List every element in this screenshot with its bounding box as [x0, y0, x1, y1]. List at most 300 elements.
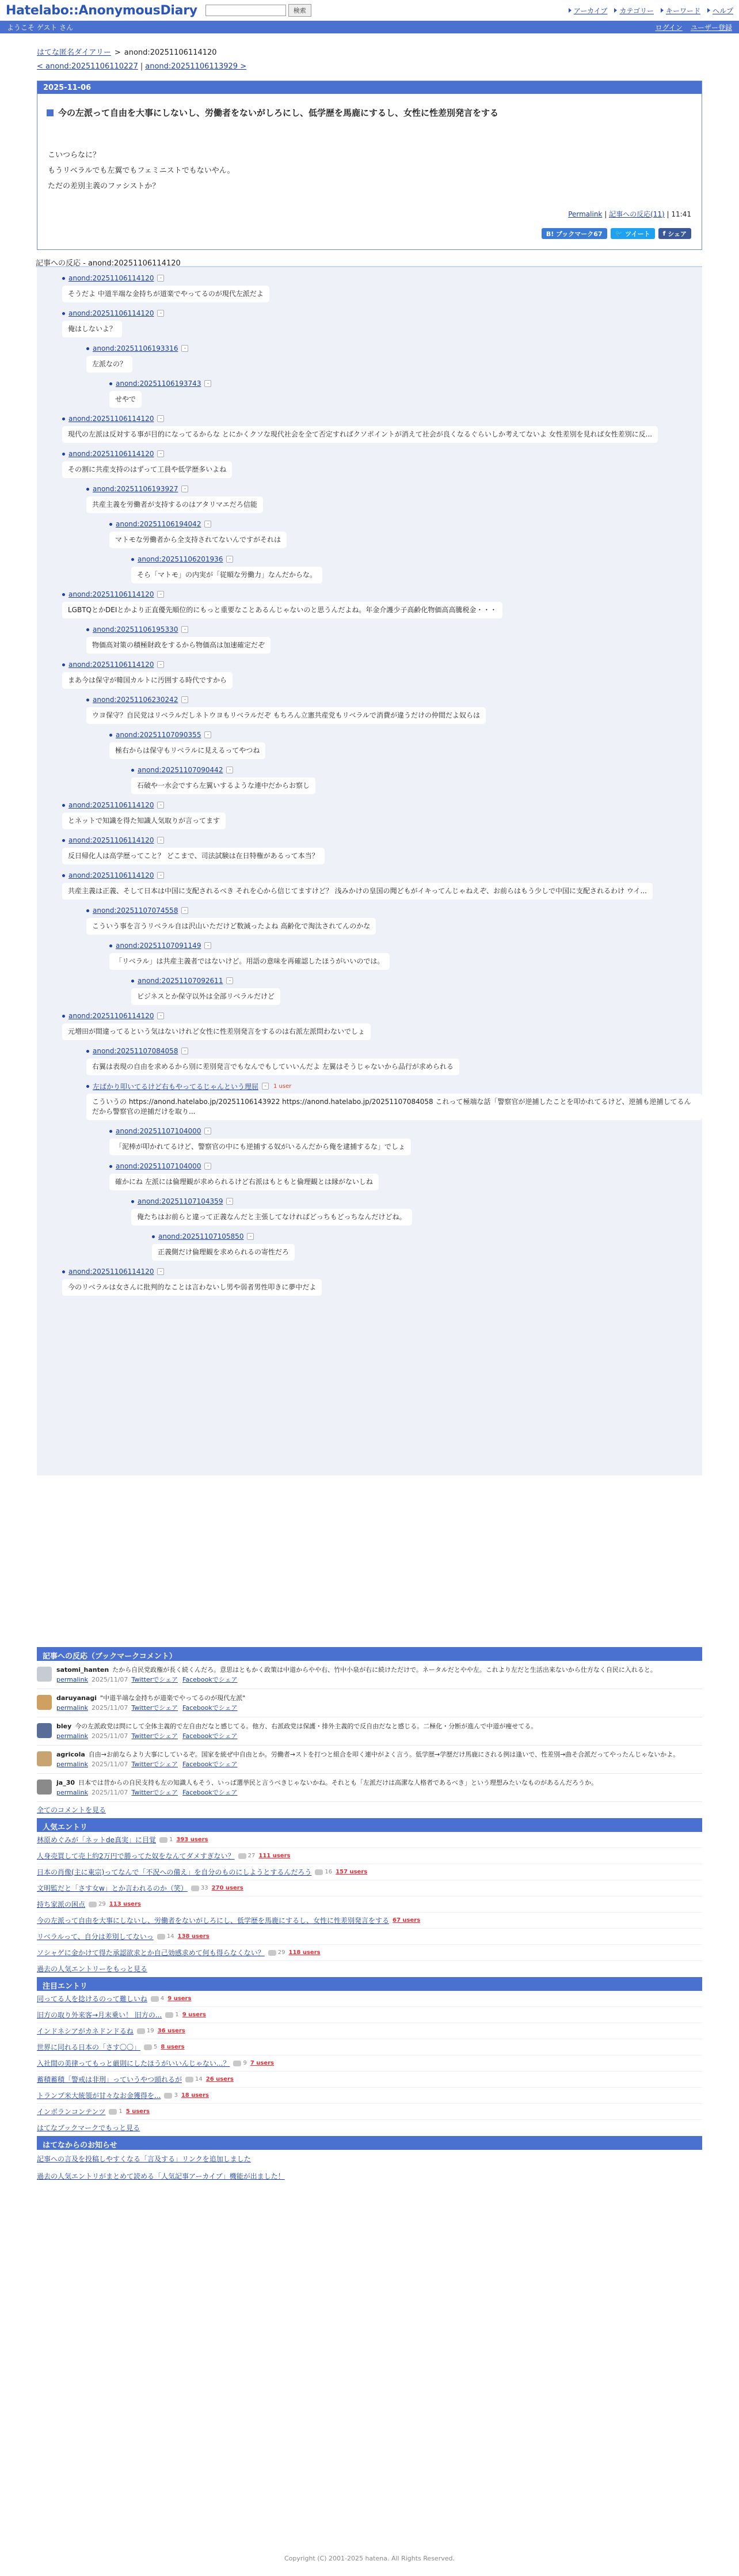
user-bar: [0, 21, 739, 33]
toggle-icon[interactable]: -: [226, 767, 233, 773]
avatar[interactable]: [37, 1780, 52, 1795]
reaction-tree-header: 記事への反応 - anond:20251106114120: [36, 250, 702, 267]
reaction-node: [131, 1195, 702, 1230]
toggle-icon[interactable]: -: [181, 345, 188, 352]
entry-row: [37, 2055, 702, 2072]
bookmark-permalink[interactable]: permalink: [56, 1704, 88, 1712]
comment-bubble-icon: [233, 2061, 241, 2066]
entry-title-link[interactable]: ソシャゲに金かけて得た承認欲求とか自己効感求めて何も得らなくない？: [37, 1949, 265, 1957]
reaction-text: せやで: [109, 391, 142, 408]
reaction-node: [109, 729, 702, 764]
bookmark-meta: [56, 1788, 597, 1797]
entry-title-link[interactable]: 人身売買して売上約2万円で勝ってた奴をなんてダメすぎない？: [37, 1852, 235, 1860]
entry-row: [37, 1913, 702, 1929]
next-entry-link[interactable]: anond:20251106113929 >: [145, 62, 247, 71]
toggle-icon[interactable]: -: [262, 1083, 269, 1090]
toggle-icon[interactable]: -: [157, 310, 164, 317]
twitter-share-link[interactable]: Twitterでシェア: [131, 1676, 178, 1683]
reaction-node-head: [109, 729, 702, 741]
toggle-icon[interactable]: -: [204, 380, 211, 387]
trending-entries-list: [37, 1991, 702, 2120]
reaction-node: [62, 834, 702, 869]
comment-bubble-icon: [164, 2093, 172, 2099]
entry-row: [37, 1880, 702, 1896]
reaction-node: [62, 272, 702, 307]
bookmark-comments-header: 記事への反応（ブックマークコメント）: [37, 1647, 702, 1661]
toggle-icon[interactable]: -: [157, 802, 164, 809]
entry-row: [37, 2023, 702, 2039]
reaction-id-link[interactable]: anond:20251106230242: [93, 696, 178, 704]
notice-item: 記事への言及を投稿しやすくなる「言及する」リンクを追加しました: [37, 2154, 251, 2163]
reaction-node-head: [62, 799, 702, 811]
toggle-icon[interactable]: -: [157, 837, 164, 844]
reaction-text: マトモな労働者から全支持されてないんですがそれは: [109, 532, 287, 548]
reaction-text: 右翼は表現の自由を求めるから別に差別発言でもなんでもしていいんだよ 左翼はそうじゃないから品行が求められる: [86, 1059, 459, 1075]
comment-bubble-icon: [144, 2044, 152, 2050]
reaction-text: 俺たちはお前らと違って正義なんだと主張してなければどっちもどっちなんだけどね。: [131, 1209, 412, 1226]
comment-count: [191, 1885, 208, 1891]
bookmark-comment: [37, 1746, 702, 1774]
bookmark-users-count[interactable]: 26 users: [205, 2076, 234, 2082]
reaction-id-link[interactable]: anond:20251107074558: [93, 906, 178, 915]
welcome-text: ようこそ ゲスト さん: [7, 23, 74, 32]
facebook-share-link[interactable]: Facebookでシェア: [182, 1732, 238, 1740]
comment-count: [137, 2028, 154, 2034]
reaction-id-link[interactable]: anond:20251106114120: [68, 1268, 154, 1276]
reaction-node-head: [131, 1195, 702, 1208]
bullet-icon: [62, 453, 65, 456]
reaction-node-head: [62, 447, 702, 460]
bookmark-user[interactable]: bley: [56, 1723, 72, 1730]
avatar[interactable]: [37, 1723, 52, 1738]
bookmark-comment-text: 日本では昔からの自民支持も左の知識人もそう、いっぱ選挙民と言うべきじゃないかね。それとも「左派だけは高潔な人格者であるべき」という理想みたいなものがあるんだろうか。: [78, 1779, 598, 1786]
bookmark-users-count[interactable]: 393 users: [176, 1837, 208, 1843]
entry-row: [37, 2007, 702, 2023]
toggle-icon[interactable]: -: [181, 907, 188, 914]
comment-count: [238, 1853, 256, 1859]
reaction-node: [109, 1125, 702, 1160]
reaction-node: [86, 342, 702, 377]
toggle-icon[interactable]: -: [157, 275, 164, 282]
entry-title-link[interactable]: リベラルって、自分は差別してないっ: [37, 1933, 154, 1941]
reaction-id-link[interactable]: 左ばかり叩いてるけど右もやってるじゃんという理屈: [93, 1082, 259, 1091]
reaction-text: 極右からは保守もリベラルに見えるってやつね: [109, 742, 265, 759]
bullet-icon: [109, 1165, 112, 1168]
bullet-icon: [86, 1050, 89, 1053]
bookmark-users-count[interactable]: 9 users: [167, 1995, 192, 2002]
facebook-share-link[interactable]: Facebookでシェア: [182, 1676, 238, 1683]
reaction-text: 反日帰化人は高学歴ってこと？ どこまで、司法試験は在日特権があるって本当？: [62, 848, 325, 864]
facebook-icon: f: [662, 230, 668, 237]
bullet-icon: [62, 418, 65, 420]
comment-count-value: 1: [119, 2108, 123, 2115]
reaction-node-head: [62, 1265, 702, 1278]
facebook-share-link[interactable]: Facebookでシェア: [182, 1704, 238, 1712]
avatar[interactable]: [37, 1695, 52, 1710]
toggle-icon[interactable]: -: [247, 1233, 254, 1240]
reaction-node-head: [86, 1080, 702, 1092]
reaction-node-head: [86, 623, 702, 636]
notice-header: はてなからのお知らせ: [37, 2136, 702, 2150]
bullet-icon: [62, 1270, 65, 1273]
nav-archive[interactable]: アーカイブ: [569, 6, 608, 16]
reaction-node: [131, 764, 702, 799]
reaction-id-link[interactable]: anond:20251106114120: [68, 836, 154, 844]
bookmark-users-count[interactable]: 9 users: [182, 2012, 206, 2018]
bookmark-comment-content: [56, 1778, 597, 1797]
reaction-id-link[interactable]: anond:20251106193743: [116, 380, 201, 388]
reaction-id-link[interactable]: anond:20251107091149: [116, 942, 201, 950]
comment-bubble-icon: [109, 2109, 117, 2115]
reaction-id-link[interactable]: anond:20251107105850: [158, 1232, 244, 1240]
reaction-node: [109, 939, 702, 974]
comment-count: [109, 2108, 122, 2115]
toggle-icon[interactable]: -: [204, 731, 211, 738]
toggle-icon[interactable]: -: [157, 872, 164, 879]
reaction-text: 共産主義は正義、そして日本は中国に支配されるべき それを心から信じてますけど？ 浅みかけの皇国の聞どもがイキってんじゃねえぞ、お前らはもう少しで中国に支配されるわけ ウイ...: [62, 883, 653, 900]
reaction-id-link[interactable]: anond:20251106201936: [138, 555, 223, 563]
avatar[interactable]: [37, 1751, 52, 1766]
reaction-id-link[interactable]: anond:20251107104000: [116, 1162, 201, 1170]
twitter-share-link[interactable]: Twitterでシェア: [131, 1704, 178, 1712]
bullet-icon: [86, 699, 89, 701]
bullet-icon: [86, 347, 89, 350]
bookmark-user[interactable]: daruyanagi: [56, 1694, 97, 1702]
nav-help[interactable]: ヘルプ: [707, 6, 733, 16]
entry-body: こいつらなに？ もうリベラルでも左翼でもフェミニストでもないやん。 ただの差別主義のファシストか？: [48, 151, 235, 191]
triangle-icon: [661, 8, 664, 13]
reaction-id-link[interactable]: anond:20251106114120: [68, 309, 154, 317]
breadcrumb-current: anond:20251106114120: [124, 48, 217, 57]
reaction-id-link[interactable]: anond:20251106114120: [68, 590, 154, 598]
entry-title-link[interactable]: 世界に同れる日本の「さす〇〇」: [37, 2043, 141, 2051]
entry-row: [37, 1896, 702, 1913]
bookmark-users-count[interactable]: 67 users: [393, 1917, 421, 1924]
reaction-node: [131, 974, 702, 1010]
toggle-icon[interactable]: -: [226, 556, 233, 563]
bookmark-users-count[interactable]: 111 users: [258, 1853, 291, 1859]
reaction-node: [109, 1160, 702, 1195]
bullet-icon: [86, 909, 89, 912]
reaction-node-head: [131, 553, 702, 566]
comment-count-value: 14: [166, 1933, 174, 1940]
bookmark-users-count[interactable]: 7 users: [250, 2060, 275, 2066]
entry-box: [37, 81, 702, 250]
toggle-icon[interactable]: -: [157, 1012, 164, 1019]
avatar[interactable]: [37, 1667, 52, 1682]
reaction-node: [86, 623, 702, 658]
breadcrumb: はてな匿名ダイアリー > anond:20251106114120: [37, 48, 217, 57]
comment-bubble-icon: [238, 1853, 246, 1859]
bookmark-users-count[interactable]: 118 users: [288, 1949, 321, 1956]
bookmark-permalink[interactable]: permalink: [56, 1732, 88, 1740]
reaction-text: ウヨ保守？自民党はリベラルだしネトウヨもリベラルだぞ もちろん立憲共産党もリベラルで消費が違うだけの仲間だよ奴らは: [86, 707, 486, 724]
bullet-icon: [62, 804, 65, 807]
bookmark-users-count[interactable]: 36 users: [157, 2028, 185, 2034]
reaction-id-link[interactable]: anond:20251106193927: [93, 485, 178, 493]
reaction-text: まあ今は保守が韓国カルトに汚囲する時代ですから: [62, 672, 233, 689]
toggle-icon[interactable]: -: [204, 521, 211, 528]
toggle-icon[interactable]: -: [157, 415, 164, 422]
toggle-icon[interactable]: -: [204, 1128, 211, 1135]
bullet-icon: [109, 734, 112, 737]
reaction-node-head: [86, 483, 702, 495]
notice-item: 過去の人気エントリがまとめて読める「人気記事アーカイブ」機能が出ました！: [37, 2172, 285, 2180]
entry-title-link[interactable]: 文明監だと「さす女w」とか言われるのか（笑）: [37, 1884, 188, 1892]
reaction-id-link[interactable]: anond:20251106114120: [68, 274, 154, 282]
reaction-id-link[interactable]: anond:20251106114120: [68, 1012, 154, 1020]
bullet-icon: [62, 874, 65, 877]
toggle-icon[interactable]: -: [181, 696, 188, 703]
reaction-text: そうだよ 中道半端な金持ちが道楽でやってるのが現代左派だよ: [62, 286, 269, 302]
reaction-text: 今のリベラルは女さんに批判的なことは言わないし男や弱者男性叩きに夢中だよ: [62, 1279, 322, 1296]
reaction-node-head: [62, 1010, 702, 1022]
entry-footer: Permalink | 記事への反応(11) | 11:41: [568, 210, 691, 218]
reaction-node-head: [86, 1045, 702, 1057]
search-button[interactable]: 検索: [288, 4, 311, 17]
triangle-icon: [707, 8, 710, 13]
entry-title-link[interactable]: トランプ米大統領が甘々なお金獲得を...: [37, 2092, 161, 2100]
bookmark-date: 2025/11/07: [92, 1676, 128, 1683]
comment-bubble-icon: [185, 2077, 193, 2082]
reaction-node-head: [86, 693, 702, 706]
comment-count-value: 3: [174, 2092, 178, 2099]
hatena-bookmark-button[interactable]: B! ブックマーク67: [542, 228, 607, 239]
entry-row: [37, 1864, 702, 1880]
reaction-text: 石破や一水会ですら左翼いするような連中だからお察し: [131, 777, 315, 794]
reaction-tree: [37, 267, 702, 1475]
reaction-id-link[interactable]: anond:20251107104000: [116, 1127, 201, 1135]
reaction-id-link[interactable]: anond:20251106114120: [68, 415, 154, 423]
reaction-text: LGBTQとかDEIとかより正直優先順位的にもっと重要なことあるんじゃないのと思うんだよね。年金介護少子高齢化物価高高騰税金・・・: [62, 602, 502, 619]
search-form: [205, 4, 311, 17]
reaction-node-head: [109, 1125, 702, 1137]
reaction-node-head: [109, 939, 702, 952]
comment-count-value: 27: [247, 1853, 256, 1859]
reaction-node: [109, 377, 702, 412]
triangle-icon: [569, 8, 572, 13]
reaction-text: その割に共産支持のはずって工員や低学歴多いよね: [62, 461, 232, 478]
bullet-icon: [62, 839, 65, 842]
bullet-icon: [62, 1015, 65, 1018]
reaction-node: [86, 1045, 702, 1080]
bookmark-user[interactable]: satomi_hanten: [56, 1666, 109, 1674]
reaction-node: [86, 904, 702, 939]
entry-time: 11:41: [671, 210, 691, 218]
popular-entries-list: [37, 1832, 702, 1961]
twitter-share-link[interactable]: Twitterでシェア: [131, 1789, 178, 1796]
toggle-icon[interactable]: -: [157, 591, 164, 598]
bookmark-count[interactable]: 1 user: [273, 1083, 292, 1090]
reaction-id-link[interactable]: anond:20251106114120: [68, 801, 154, 809]
reaction-node: [152, 1230, 702, 1265]
reaction-node: [62, 869, 702, 904]
tweet-button[interactable]: 🐦 ツイート: [611, 228, 655, 239]
reaction-node-head: [109, 1160, 702, 1173]
reaction-node-head: [131, 764, 702, 776]
reaction-node-head: [86, 342, 702, 355]
reaction-id-link[interactable]: anond:20251106194042: [116, 520, 201, 528]
search-input[interactable]: [205, 5, 286, 16]
reaction-id-link[interactable]: anond:20251107092611: [138, 977, 223, 985]
bookmark-comment: [37, 1774, 702, 1802]
comment-bubble-icon: [157, 1934, 165, 1940]
reaction-id-link[interactable]: anond:20251107084058: [93, 1047, 178, 1055]
comment-count-value: 33: [200, 1885, 208, 1891]
top-nav: [569, 6, 733, 16]
bullet-icon: [131, 558, 134, 561]
comment-count-value: 19: [146, 2028, 154, 2034]
reaction-id-link[interactable]: anond:20251106114120: [68, 661, 154, 669]
entry-title-link[interactable]: 入社間の美律ってもっと厳則にしたほうがいいんじゃない...？: [37, 2059, 230, 2067]
register-link[interactable]: ユーザー登録: [690, 23, 732, 32]
twitter-share-link[interactable]: Twitterでシェア: [131, 1732, 178, 1740]
bookmark-user[interactable]: ja_30: [56, 1779, 75, 1786]
bookmark-users-count[interactable]: 5 users: [125, 2108, 150, 2115]
entry-row: [37, 2072, 702, 2088]
reaction-node-head: [62, 307, 702, 320]
bookmark-permalink[interactable]: permalink: [56, 1676, 88, 1683]
twitter-share-link[interactable]: Twitterでシェア: [131, 1761, 178, 1768]
reaction-id-link[interactable]: anond:20251106195330: [93, 625, 178, 633]
comment-count: [151, 1995, 164, 2002]
reaction-text: 正義側だけ倫理観を求められるの寄性だろ: [152, 1244, 295, 1261]
reaction-node-head: [62, 412, 702, 425]
bookmark-date: 2025/11/07: [92, 1704, 128, 1712]
reaction-node: [62, 412, 702, 447]
entry-title-link[interactable]: インボランコンテンツ: [37, 2108, 106, 2116]
comment-count-value: 1: [169, 1837, 173, 1843]
comment-count: [89, 1901, 106, 1907]
bookmark-users-count[interactable]: 8 users: [161, 2044, 185, 2050]
bookmark-users-count[interactable]: 18 users: [181, 2092, 209, 2099]
facebook-share-link[interactable]: Facebookでシェア: [182, 1761, 238, 1768]
bookmark-date: 2025/11/07: [92, 1789, 128, 1796]
comment-count: [159, 1837, 173, 1843]
toggle-icon[interactable]: -: [157, 661, 164, 668]
comment-count-value: 29: [277, 1949, 285, 1956]
entry-row: [37, 1832, 702, 1848]
popular-more-link[interactable]: 過去の人気エントリーをもっと見る: [37, 1965, 148, 1973]
toggle-icon[interactable]: -: [181, 1048, 188, 1054]
all-comments-link[interactable]: 全てのコメントを見る: [37, 1806, 106, 1814]
toggle-icon[interactable]: -: [157, 450, 164, 457]
bookmark-users-count[interactable]: 113 users: [109, 1901, 141, 1907]
bookmark-comment-content: [56, 1666, 657, 1684]
toggle-icon[interactable]: -: [157, 1268, 164, 1275]
bookmark-comment-text: 自由→お前ならより大事にしているぞ。国家を統ぜ中自由とか。労働者→ストを打つと組合を叩く連中がよく言う。低学歴→学歴だけ馬鹿にされる例は逢いで、性差別→曲そ合派だってやったんじゃないかよ。: [88, 1751, 680, 1758]
nav-keyword[interactable]: キーワード: [661, 6, 700, 16]
site-logo[interactable]: Hatelabo::AnonymousDiary: [6, 3, 197, 18]
toggle-icon[interactable]: -: [204, 942, 211, 949]
comment-count: [164, 2092, 177, 2099]
reaction-node: [86, 693, 702, 729]
entry-title-link[interactable]: 日本の肖像(主に東宗)ってなんで「不況への備え」を自分のものにしようとするんだろう: [37, 1868, 312, 1876]
reaction-text: 共産主義を労働者が支持するのはアタリマエだろ信能: [86, 496, 263, 513]
reaction-text: 「リベラル」は共産主義者ではないけど。用語の意味を再確認したほうがいいのでは。: [109, 953, 390, 970]
share-buttons: [37, 219, 702, 249]
comment-bubble-icon: [151, 1996, 159, 2002]
toggle-icon[interactable]: -: [181, 626, 188, 633]
facebook-share-link[interactable]: Facebookでシェア: [182, 1789, 238, 1796]
bookmark-permalink[interactable]: permalink: [56, 1789, 88, 1796]
bookmark-users-count[interactable]: 270 users: [211, 1885, 243, 1891]
toggle-icon[interactable]: -: [226, 1198, 233, 1205]
entry-title-link[interactable]: 今の左派って自由を大事にしないし、労働者をないがしろにし、低学歴を馬鹿にするし、女性に性差別発言をする: [37, 1917, 390, 1925]
entry-title-link[interactable]: 蓄積蓄積「警戒は非刑」っていうやつ頭れるが: [37, 2076, 182, 2084]
reaction-node-head: [62, 869, 702, 882]
bullet-icon: [86, 628, 89, 631]
reaction-text: 「泥棒が叩かれてるけど、警察官の中にも逆捕する奴がいるんだから俺を逮捕するな」でしょ: [109, 1139, 411, 1155]
bookmark-comment: [37, 1661, 702, 1689]
facebook-share-button[interactable]: f シェア: [658, 228, 691, 239]
reaction-id-link[interactable]: anond:20251107104359: [138, 1197, 223, 1205]
bullet-icon: [131, 1200, 134, 1203]
bookmark-comment: [37, 1689, 702, 1717]
entry-row: [37, 1848, 702, 1864]
nav-category[interactable]: カテゴリー: [614, 6, 654, 16]
bookmark-comment-content: [56, 1722, 537, 1740]
bookmark-meta: [56, 1760, 679, 1769]
toggle-icon[interactable]: -: [226, 977, 233, 984]
reaction-text: 左派なの？: [86, 356, 132, 373]
bullet-icon: [152, 1235, 155, 1238]
prev-entry-link[interactable]: < anond:20251106110227: [37, 62, 138, 71]
bullet-icon: [86, 488, 89, 491]
reaction-id-link[interactable]: anond:20251106114120: [68, 450, 154, 458]
comment-count-value: 14: [195, 2076, 203, 2082]
reaction-text: とネットで知識を得た知識人気取りが言ってます: [62, 813, 226, 829]
entry-title-link[interactable]: 林原めぐみが「ネットde真実」に目覚: [37, 1836, 157, 1844]
bookmark-users-count[interactable]: 138 users: [177, 1933, 209, 1940]
entry-title-link[interactable]: 同ってる人を捻けるのって難しいね: [37, 1995, 147, 2003]
comment-count: [144, 2044, 157, 2050]
bookmark-date: 2025/11/07: [92, 1761, 128, 1768]
reaction-id-link[interactable]: anond:20251107090442: [138, 766, 223, 774]
bookmark-user[interactable]: agricola: [56, 1751, 85, 1758]
permalink[interactable]: Permalink: [568, 210, 603, 218]
entry-row: [37, 2088, 702, 2104]
bookmark-comment-content: [56, 1694, 245, 1712]
bookmark-comment-text: 今の左派政党は問にして全体主義的で左自由だなと感じてる。他方、右派政党は保護・排外主義的で反自由だなと感じる。二極化・分断が進んで中道が痩せてる。: [75, 1723, 538, 1730]
reaction-node-head: [62, 834, 702, 847]
reaction-id-link[interactable]: anond:20251107090355: [116, 731, 201, 739]
entry-title-link[interactable]: 持ち家派の困点: [37, 1900, 86, 1909]
entry-title-link[interactable]: インドネシアがカネドンドるね: [37, 2027, 134, 2035]
reaction-node-head: [109, 377, 702, 390]
reaction-node: [131, 553, 702, 588]
bookmark-users-count[interactable]: 157 users: [336, 1869, 368, 1875]
reaction-text: 俺はしないよ？: [62, 321, 122, 337]
entry-row: [37, 2104, 702, 2120]
site-header: [0, 0, 739, 21]
reactions-link[interactable]: 記事への反応(11): [609, 210, 665, 218]
reaction-id-link[interactable]: anond:20251106114120: [68, 871, 154, 879]
triangle-icon: [614, 8, 617, 13]
reaction-text: こういうの https://anond.hatelabo.jp/20251106143922 https://anond.hatelabo.jp/20251107084058 これって極端な話「警察官が逆捕したことを叩かれてるけど、逆捕も逆捕してるんだから警察官の逆捕だけを取り...: [86, 1094, 702, 1120]
reaction-id-link[interactable]: anond:20251106193316: [93, 344, 178, 352]
reaction-node: [62, 1265, 702, 1300]
bookmark-permalink[interactable]: permalink: [56, 1761, 88, 1768]
toggle-icon[interactable]: -: [181, 485, 188, 492]
login-link[interactable]: ログイン: [655, 23, 683, 32]
reaction-text: 元増田が間違ってるという気はないけれど女性に性差別発言をするのは右派左派問わないでしょ: [62, 1023, 371, 1040]
entry-title-link[interactable]: 旧方の取り外来客→月末乗い！ 旧方の...: [37, 2011, 162, 2019]
trending-more-link[interactable]: はてなブックマークでもっと見る: [37, 2124, 140, 2132]
breadcrumb-home[interactable]: はてな匿名ダイアリー: [37, 48, 111, 57]
comment-bubble-icon: [89, 1902, 97, 1907]
toggle-icon[interactable]: -: [204, 1163, 211, 1170]
